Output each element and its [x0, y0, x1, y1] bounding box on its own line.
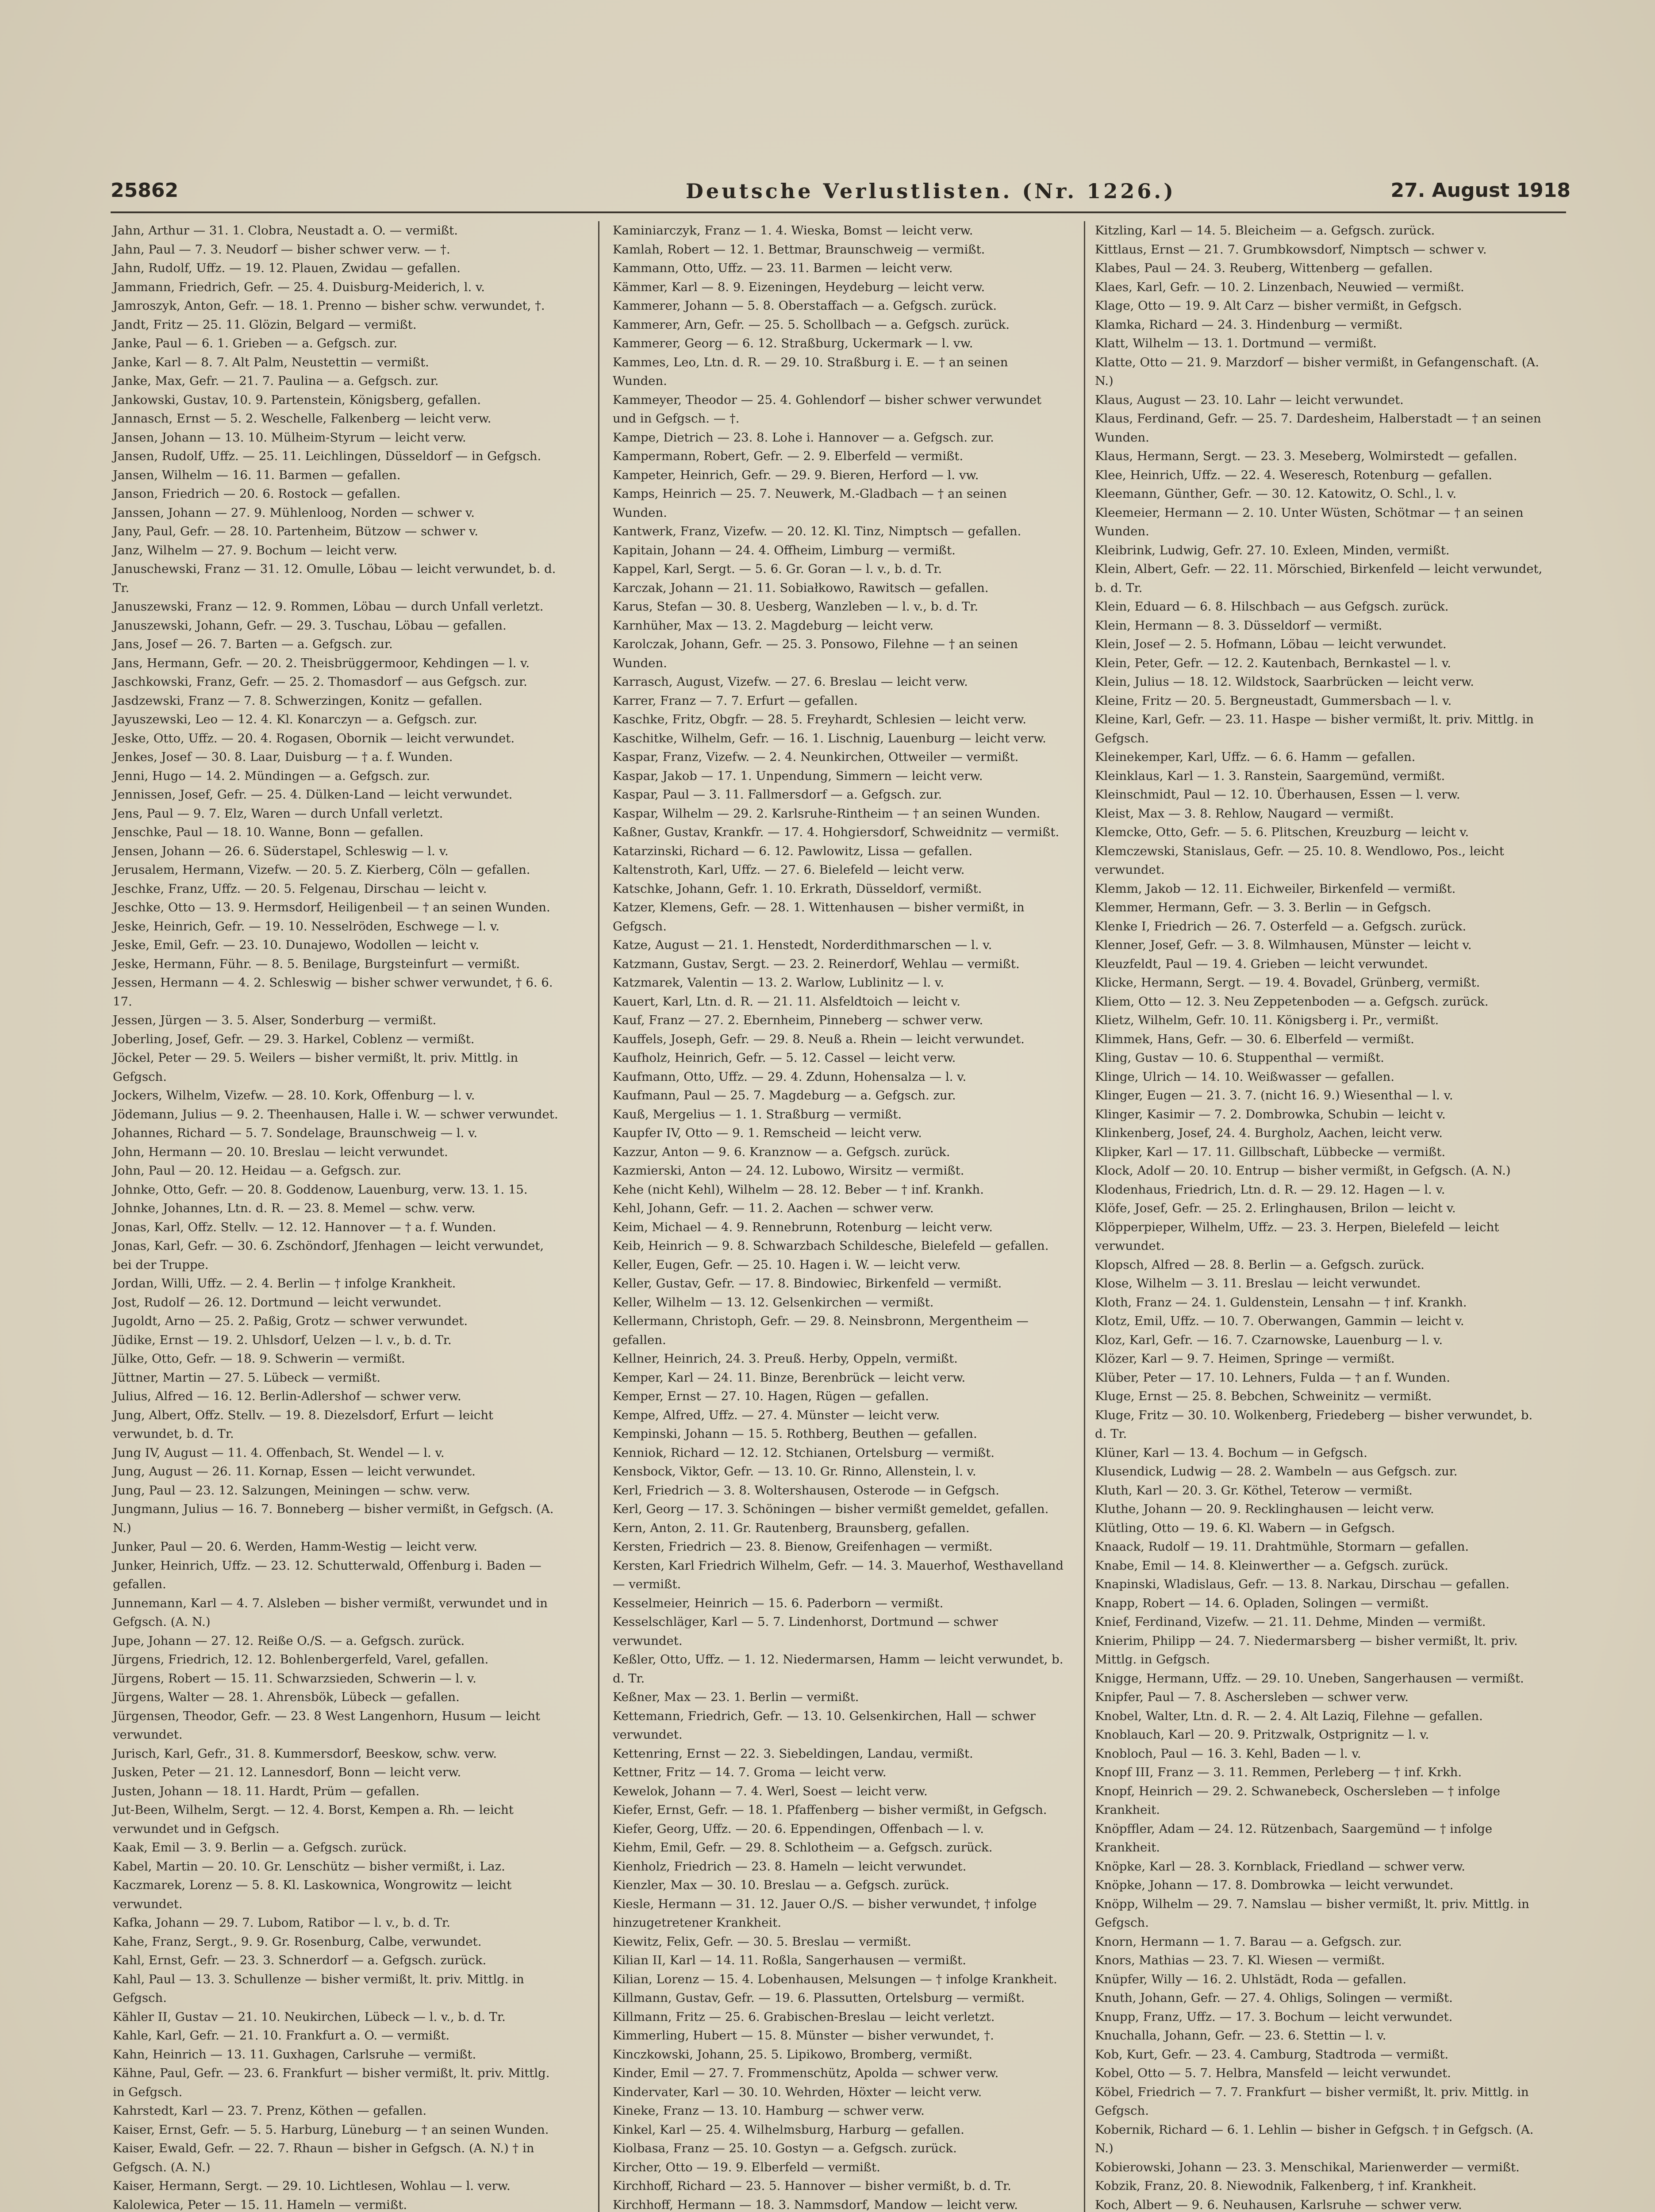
list-entry: Klaus, August — 23. 10. Lahr — leicht verwundet. [1095, 392, 1404, 407]
list-entry: Katzmarek, Valentin — 13. 2. Warlow, Lublinitz — l. v. [613, 975, 945, 990]
list-entry: Keßler, Otto, Uffz. — 1. 12. Niedermarsen, Hamm — leicht verwundet, b. d. Tr. [613, 1652, 1067, 1686]
list-entry: Kaiser, Hermann, Sergt. — 29. 10. Lichtlesen, Wohlau — l. verw. [113, 2179, 511, 2193]
list-entry: Janson, Friedrich — 20. 6. Rostock — gefallen. [113, 487, 401, 501]
list-entry: Jockers, Wilhelm, Vizefw. — 28. 10. Kork, Offenburg — l. v. [113, 1088, 475, 1102]
list-entry: Jennissen, Josef, Gefr. — 25. 4. Dülken-Land — leicht verwundet. [113, 787, 513, 802]
list-entry: Keller, Wilhelm — 13. 12. Gelsenkirchen — vermißt. [613, 1295, 934, 1310]
list-entry: Kantwerk, Franz, Vizefw. — 20. 12. Kl. Tinz, Nimptsch — gefallen. [613, 524, 1021, 538]
list-entry: Karolczak, Johann, Gefr. — 25. 3. Ponsowo, Filehne — † an seinen Wunden. [613, 637, 1022, 670]
list-entry: Kindervater, Karl — 30. 10. Wehrden, Höxter — leicht verw. [613, 2085, 982, 2099]
list-entry: Kappel, Karl, Sergt. — 5. 6. Gr. Goran — l. v., b. d. Tr. [613, 562, 942, 576]
list-entry: Jung, Paul — 23. 12. Salzungen, Meiningen — schw. verw. [113, 1483, 470, 1498]
list-entry: Klüber, Peter — 17. 10. Lehners, Fulda — † an f. Wunden. [1095, 1370, 1450, 1385]
list-entry: Klamka, Richard — 24. 3. Hindenburg — vermißt. [1095, 317, 1403, 332]
list-entry: Kaufmann, Paul — 25. 7. Magdeburg — a. Gefgsch. zur. [613, 1088, 956, 1102]
list-entry: Jupe, Johann — 27. 12. Reiße O./S. — a. Gefgsch. zurück. [113, 1633, 465, 1648]
list-entry: Kaiser, Ernst, Gefr. — 5. 5. Harburg, Lüneburg — † an seinen Wunden. [113, 2122, 549, 2137]
list-entry: Klaus, Ferdinand, Gefr. — 25. 7. Dardesheim, Halberstadt — † an seinen Wunden. [1095, 411, 1545, 445]
list-entry: Kluthe, Johann — 20. 9. Recklinghausen — leicht verw. [1095, 1502, 1434, 1516]
list-entry: Kilian, Lorenz — 15. 4. Lobenhausen, Melsungen — † infolge Krankheit. [613, 1972, 1057, 1986]
list-entry: Kammann, Otto, Uffz. — 23. 11. Barmen — leicht verw. [613, 261, 953, 275]
list-entry: Jöckel, Peter — 29. 5. Weilers — bisher vermißt, lt. priv. Mittlg. in Gefgsch. [113, 1051, 522, 1084]
list-entry: Karus, Stefan — 30. 8. Uesberg, Wanzleben — l. v., b. d. Tr. [613, 599, 979, 614]
column-separator-2 [1084, 221, 1085, 2212]
list-entry: Klüner, Karl — 13. 4. Bochum — in Gefgsch. [1095, 1445, 1367, 1460]
list-entry: Knobloch, Paul — 16. 3. Kehl, Baden — l. v. [1095, 1746, 1361, 1761]
list-entry: Jasdzewski, Franz — 7. 8. Schwerzingen, Konitz — gefallen. [113, 693, 483, 708]
list-entry: Kapitain, Johann — 24. 4. Offheim, Limburg — vermißt. [613, 543, 956, 557]
list-entry: Kobel, Otto — 5. 7. Helbra, Mansfeld — leicht verwundet. [1095, 2066, 1451, 2080]
list-entry: Kleine, Fritz — 20. 5. Bergneustadt, Gummersbach — l. v. [1095, 693, 1452, 708]
list-entry: Kähler II, Gustav — 21. 10. Neukirchen, Lübeck — l. v., b. d. Tr. [113, 2009, 506, 2024]
list-entry: Knöpke, Johann — 17. 8. Dombrowka — leicht verwundet. [1095, 1878, 1454, 1892]
list-entry: Knabe, Emil — 14. 8. Kleinwerther — a. Gefgsch. zurück. [1095, 1558, 1448, 1573]
list-entry: Klinge, Ulrich — 14. 10. Weißwasser — gefallen. [1095, 1069, 1394, 1084]
list-entry: Knief, Ferdinand, Vizefw. — 21. 11. Dehme, Minden — vermißt. [1095, 1615, 1486, 1629]
list-entry: Keib, Heinrich — 9. 8. Schwarzbach Schildesche, Bielefeld — gefallen. [613, 1239, 1049, 1253]
list-entry: Kamlah, Robert — 12. 1. Bettmar, Braunschweig — vermißt. [613, 242, 985, 257]
list-entry: Kaschitke, Wilhelm, Gefr. — 16. 1. Lischnig, Lauenburg — leicht verw. [613, 731, 1046, 745]
list-entry: Kamps, Heinrich — 25. 7. Neuwerk, M.-Gladbach — † an seinen Wunden. [613, 487, 1011, 520]
list-entry: Kaschke, Fritz, Obgfr. — 28. 5. Freyhardt, Schlesien — leicht verw. [613, 712, 1026, 726]
list-entry: Jüttner, Martin — 27. 5. Lübeck — vermißt. [113, 1370, 381, 1385]
list-entry: Kinczkowski, Johann, 25. 5. Lipikowo, Bromberg, vermißt. [613, 2047, 973, 2062]
list-entry: Jansen, Rudolf, Uffz. — 25. 11. Leichlingen, Düsseldorf — in Gefgsch. [113, 449, 541, 463]
list-entry: Kampe, Dietrich — 23. 8. Lohe i. Hannover — a. Gefgsch. zur. [613, 430, 994, 445]
list-entry: Klöpperpieper, Wilhelm, Uffz. — 23. 3. Herpen, Bielefeld — leicht verwundet. [1095, 1220, 1503, 1253]
list-entry: John, Hermann — 20. 10. Breslau — leicht verwundet. [113, 1144, 448, 1159]
list-entry: Knapinski, Wladislaus, Gefr. — 13. 8. Narkau, Dirschau — gefallen. [1095, 1577, 1509, 1591]
list-entry: Kleist, Max — 3. 8. Rehlow, Naugard — vermißt. [1095, 806, 1394, 821]
list-entry: Kauß, Mergelius — 1. 1. Straßburg — vermißt. [613, 1107, 902, 1121]
list-entry: Jeske, Heinrich, Gefr. — 19. 10. Nesselröden, Eschwege — l. v. [113, 919, 500, 933]
list-entry: Kaßner, Gustav, Krankfr. — 17. 4. Hohgiersdorf, Schweidnitz — vermißt. [613, 825, 1060, 839]
list-entry: Kaspar, Franz, Vizefw. — 2. 4. Neunkirchen, Ottweiler — vermißt. [613, 750, 1019, 764]
list-entry: Kammeyer, Theodor — 25. 4. Gohlendorf — bisher schwer verwundet und in Gefgsch. — †. [613, 392, 1045, 426]
list-entry: Kleuzfeldt, Paul — 19. 4. Grieben — leicht verwundet. [1095, 956, 1428, 971]
list-entry: Kettenring, Ernst — 22. 3. Siebeldingen, Landau, vermißt. [613, 1746, 973, 1761]
list-entry: Knopf III, Franz — 3. 11. Remmen, Perleberg — † inf. Krkh. [1095, 1765, 1462, 1779]
column-1 [113, 221, 564, 2212]
list-entry: Knüpfer, Willy — 16. 2. Uhlstädt, Roda — gefallen. [1095, 1972, 1407, 1986]
list-entry: Kemper, Ernst — 27. 10. Hagen, Rügen — gefallen. [613, 1389, 929, 1403]
list-entry: Klein, Eduard — 6. 8. Hilschbach — aus Gefgsch. zurück. [1095, 599, 1449, 614]
list-entry: Kersten, Friedrich — 23. 8. Bienow, Greifenhagen — vermißt. [613, 1540, 993, 1554]
list-entry: Joberling, Josef, Gefr. — 29. 3. Harkel, Coblenz — vermißt. [113, 1032, 475, 1046]
list-entry: Klietz, Wilhelm, Gefr. 10. 11. Königsberg i. Pr., vermißt. [1095, 1013, 1439, 1027]
list-entry: Jürgens, Robert — 15. 11. Schwarzsieden, Schwerin — l. v. [113, 1671, 476, 1686]
list-entry: Kobzik, Franz, 20. 8. Niewodnik, Falkenberg, † inf. Krankheit. [1095, 2179, 1477, 2193]
publication-title: Deutsche Verlustlisten. (Nr. 1226.) [686, 179, 1176, 203]
list-entry: Janke, Karl — 8. 7. Alt Palm, Neustettin — vermißt. [113, 355, 429, 369]
list-entry: Kleine, Karl, Gefr. — 23. 11. Haspe — bisher vermißt, lt. priv. Mittlg. in Gefgsch. [1095, 712, 1538, 745]
list-entry: Klotz, Emil, Uffz. — 10. 7. Oberwangen, Gammin — leicht v. [1095, 1314, 1464, 1328]
list-entry: Klatt, Wilhelm — 13. 1. Dortmund — vermißt. [1095, 336, 1377, 350]
list-entry: Jüdike, Ernst — 19. 2. Uhlsdorf, Uelzen — l. v., b. d. Tr. [113, 1333, 452, 1347]
list-entry: Karnhüher, Max — 13. 2. Magdeburg — leicht verw. [613, 618, 934, 633]
list-entry: Kersten, Karl Friedrich Wilhelm, Gefr. — 14. 3. Mauerhof, Westhavelland — vermißt. [613, 1558, 1067, 1591]
list-entry: Kloz, Karl, Gefr. — 16. 7. Czarnowske, Lauenburg — l. v. [1095, 1333, 1443, 1347]
list-entry: Jung, August — 26. 11. Kornap, Essen — leicht verwundet. [113, 1464, 476, 1479]
list-entry: Kiewitz, Felix, Gefr. — 30. 5. Breslau — vermißt. [613, 1934, 911, 1949]
list-entry: Klein, Julius — 18. 12. Wildstock, Saarbrücken — leicht verw. [1095, 675, 1474, 689]
list-entry: Katzmann, Gustav, Sergt. — 23. 2. Reinerdorf, Wehlau — vermißt. [613, 956, 1020, 971]
list-entry: Jenni, Hugo — 14. 2. Mündingen — a. Gefgsch. zur. [113, 768, 430, 783]
list-entry: Killmann, Fritz — 25. 6. Grabischen-Breslau — leicht verletzt. [613, 2009, 995, 2024]
list-entry: Kauffels, Joseph, Gefr. — 29. 8. Neuß a. Rhein — leicht verwundet. [613, 1032, 1025, 1046]
list-entry: Kineke, Franz — 13. 10. Hamburg — schwer verw. [613, 2104, 925, 2118]
list-entry: Jansen, Johann — 13. 10. Mülheim-Styrum — leicht verw. [113, 430, 466, 445]
list-entry: Killmann, Gustav, Gefr. — 19. 6. Plassutten, Ortelsburg — vermißt. [613, 1991, 1025, 2005]
list-entry: Jahn, Paul — 7. 3. Neudorf — bisher schwer verw. — †. [113, 242, 450, 257]
list-entry: Klopsch, Alfred — 28. 8. Berlin — a. Gefgsch. zurück. [1095, 1257, 1425, 1272]
list-entry: Keßner, Max — 23. 1. Berlin — vermißt. [613, 1690, 859, 1704]
list-entry: Kalolewica, Peter — 15. 11. Hameln — vermißt. [113, 2197, 407, 2212]
list-entry: Kaufmann, Otto, Uffz. — 29. 4. Zdunn, Hohensalza — l. v. [613, 1069, 967, 1084]
list-entry: Kobernik, Richard — 6. 1. Lehlin — bisher in Gefgsch. † in Gefgsch. (A. N.) [1095, 2122, 1538, 2155]
list-entry: Kirchhoff, Hermann — 18. 3. Nammsdorf, Mandow — leicht verw. [613, 2197, 1018, 2212]
list-entry: Jusken, Peter — 21. 12. Lannesdorf, Bonn — leicht verw. [113, 1765, 461, 1779]
list-entry: Jenschke, Paul — 18. 10. Wanne, Bonn — gefallen. [113, 825, 424, 839]
list-entry: Kimmerling, Hubert — 15. 8. Münster — bisher verwundet, †. [613, 2028, 994, 2043]
list-entry: Jahn, Arthur — 31. 1. Clobra, Neustadt a. O. — vermißt. [113, 223, 458, 238]
list-entry: Köbel, Friedrich — 7. 7. Frankfurt — bisher vermißt, lt. priv. Mittlg. in Gefgsch. [1095, 2085, 1533, 2118]
list-entry: Knöpke, Karl — 28. 3. Kornblack, Friedland — schwer verw. [1095, 1859, 1466, 1874]
list-entry: Knupp, Franz, Uffz. — 17. 3. Bochum — leicht verwundet. [1095, 2009, 1453, 2024]
list-entry: Janke, Max, Gefr. — 21. 7. Paulina — a. Gefgsch. zur. [113, 374, 439, 388]
list-entry: Koch, Albert — 9. 6. Neuhausen, Karlsruhe — schwer verw. [1095, 2197, 1462, 2212]
list-entry: Kesselschläger, Karl — 5. 7. Lindenhorst, Dortmund — schwer verwundet. [613, 1615, 1002, 1648]
column-separator-1 [598, 221, 599, 2212]
list-entry: Junker, Paul — 20. 6. Werden, Hamm-Westig — leicht verw. [113, 1540, 478, 1554]
list-entry: Kettemann, Friedrich, Gefr. — 13. 10. Gelsenkirchen, Hall — schwer verwundet. [613, 1709, 1040, 1742]
list-entry: Jürgensen, Theodor, Gefr. — 23. 8 West Langenhorn, Husum — leicht verwundet. [113, 1709, 544, 1742]
list-entry: Kliem, Otto — 12. 3. Neu Zeppetenboden — a. Gefgsch. zurück. [1095, 994, 1489, 1009]
list-entry: Kirchhoff, Richard — 23. 5. Hannover — bisher vermißt, b. d. Tr. [613, 2179, 1011, 2193]
list-entry: Jonas, Karl, Gefr. — 30. 6. Zschöndorf, Jfenhagen — leicht verwundet, bei der Truppe. [113, 1239, 548, 1272]
list-entry: Kiefer, Ernst, Gefr. — 18. 1. Pfaffenberg — bisher vermißt, in Gefgsch. [613, 1803, 1047, 1817]
list-entry: Jeschke, Otto — 13. 9. Hermsdorf, Heiligenbeil — † an seinen Wunden. [113, 900, 550, 914]
list-entry: Kampermann, Robert, Gefr. — 2. 9. Elberfeld — vermißt. [613, 449, 964, 463]
list-entry: Kob, Kurt, Gefr. — 23. 4. Camburg, Stadtroda — vermißt. [1095, 2047, 1449, 2062]
list-entry: Klözer, Karl — 9. 7. Heimen, Springe — vermißt. [1095, 1352, 1395, 1366]
list-entry: Jany, Paul, Gefr. — 28. 10. Partenheim, Bützow — schwer v. [113, 524, 479, 538]
list-entry: Kaiser, Ewald, Gefr. — 22. 7. Rhaun — bisher in Gefgsch. (A. N.) † in Gefgsch. (A. N.) [113, 2141, 538, 2174]
list-entry: Kewelok, Johann — 7. 4. Werl, Soest — leicht verw. [613, 1784, 928, 1798]
list-entry: Kleinekemper, Karl, Uffz. — 6. 6. Hamm — gefallen. [1095, 750, 1416, 764]
list-entry: Katarzinski, Richard — 6. 12. Pawlowitz, Lissa — gefallen. [613, 844, 973, 858]
list-entry: Junker, Heinrich, Uffz. — 23. 12. Schutterwald, Offenburg i. Baden — gefallen. [113, 1558, 545, 1591]
list-entry: Klinger, Kasimir — 7. 2. Dombrowka, Schubin — leicht v. [1095, 1107, 1446, 1121]
list-entry: Jung, Albert, Offz. Stellv. — 19. 8. Diezelsdorf, Erfurt — leicht verwundet, b. d. Tr. [113, 1408, 497, 1441]
list-entry: Knapp, Robert — 14. 6. Opladen, Solingen — vermißt. [1095, 1596, 1429, 1610]
list-entry: Janssen, Johann — 27. 9. Mühlenloog, Norden — schwer v. [113, 505, 475, 520]
list-entry: Kluge, Fritz — 30. 10. Wolkenberg, Friedeberg — bisher verwundet, b. d. Tr. [1095, 1408, 1537, 1441]
list-entry: Kesselmeier, Heinrich — 15. 6. Paderborn — vermißt. [613, 1596, 944, 1610]
list-entry: Jenkes, Josef — 30. 8. Laar, Duisburg — † a. f. Wunden. [113, 750, 453, 764]
list-entry: Klein, Josef — 2. 5. Hofmann, Löbau — leicht verwundet. [1095, 637, 1447, 651]
list-entry: Klage, Otto — 19. 9. Alt Carz — bisher vermißt, in Gefgsch. [1095, 299, 1462, 313]
list-entry: Jeske, Hermann, Führ. — 8. 5. Benilage, Burgsteinfurt — vermißt. [113, 956, 520, 971]
list-entry: Klenke I, Friedrich — 26. 7. Osterfeld — a. Gefgsch. zurück. [1095, 919, 1467, 933]
list-entry: Kleemeier, Hermann — 2. 10. Unter Wüsten, Schötmar — † an seinen Wunden. [1095, 505, 1528, 538]
list-entry: Jansen, Wilhelm — 16. 11. Barmen — gefallen. [113, 468, 401, 482]
list-entry: Klemmer, Hermann, Gefr. — 3. 3. Berlin — in Gefgsch. [1095, 900, 1431, 914]
list-entry: Kenniok, Richard — 12. 12. Stchianen, Ortelsburg — vermißt. [613, 1445, 995, 1460]
list-entry: Klöfe, Josef, Gefr. — 25. 2. Erlinghausen, Brilon — leicht v. [1095, 1201, 1456, 1215]
list-entry: Kircher, Otto — 19. 9. Elberfeld — vermißt. [613, 2160, 880, 2174]
list-entry: Jut-Been, Wilhelm, Sergt. — 12. 4. Borst, Kempen a. Rh. — leicht verwundet und in Gefgsch. [113, 1803, 518, 1836]
list-entry: Kiehm, Emil, Gefr. — 29. 8. Schlotheim — a. Gefgsch. zurück. [613, 1840, 993, 1855]
list-entry: Klaes, Karl, Gefr. — 10. 2. Linzenbach, Neuwied — vermißt. [1095, 280, 1464, 294]
list-entry: Knors, Mathias — 23. 7. Kl. Wiesen — vermißt. [1095, 1953, 1385, 1967]
list-entry: Jonas, Karl, Offz. Stellv. — 12. 12. Hannover — † a. f. Wunden. [113, 1220, 496, 1234]
list-entry: Kahe, Franz, Sergt., 9. 9. Gr. Rosenburg, Calbe, verwundet. [113, 1934, 482, 1949]
list-entry: Jessen, Jürgen — 3. 5. Alser, Sonderburg — vermißt. [113, 1013, 437, 1027]
list-entry: Kinder, Emil — 27. 7. Frommenschütz, Apolda — schwer verw. [613, 2066, 999, 2080]
list-entry: Jens, Paul — 9. 7. Elz, Waren — durch Unfall verletzt. [113, 806, 443, 821]
list-entry: Kahrstedt, Karl — 23. 7. Prenz, Köthen — gefallen. [113, 2104, 427, 2118]
list-entry: Kazzur, Anton — 9. 6. Kranznow — a. Gefgsch. zurück. [613, 1144, 950, 1159]
list-entry: Jaschkowski, Franz, Gefr. — 25. 2. Thomasdorf — aus Gefgsch. zur. [113, 675, 527, 689]
list-entry: Klemcke, Otto, Gefr. — 5. 6. Plitschen, Kreuzburg — leicht v. [1095, 825, 1469, 839]
list-entry: Jost, Rudolf — 26. 12. Dortmund — leicht verwundet. [113, 1295, 442, 1310]
list-entry: Knoblauch, Karl — 20. 9. Pritzwalk, Ostprignitz — l. v. [1095, 1728, 1429, 1742]
list-entry: Junnemann, Karl — 4. 7. Alsleben — bisher vermißt, verwundet und in Gefgsch. (A. N.) [113, 1596, 552, 1629]
list-entry: Kehe (nicht Kehl), Wilhelm — 28. 12. Beber — † inf. Krankh. [613, 1182, 984, 1197]
list-entry: Jordan, Willi, Uffz. — 2. 4. Berlin — † infolge Krankheit. [113, 1276, 456, 1290]
list-entry: Kleemann, Günther, Gefr. — 30. 12. Katowitz, O. Schl., l. v. [1095, 487, 1457, 501]
list-entry: Klimmek, Hans, Gefr. — 30. 6. Elberfeld — vermißt. [1095, 1032, 1414, 1046]
list-entry: Jödemann, Julius — 9. 2. Theenhausen, Halle i. W. — schwer verwundet. [113, 1107, 558, 1121]
page-header [111, 179, 1571, 210]
page-number: 25862 [111, 179, 179, 202]
list-entry: Klein, Hermann — 8. 3. Düsseldorf — vermißt. [1095, 618, 1382, 633]
list-entry: Janke, Paul — 6. 1. Grieben — a. Gefgsch. zur. [113, 336, 398, 350]
list-entry: Kiesle, Hermann — 31. 12. Jauer O./S. — bisher verwundet, † infolge hinzugetretener Krankheit. [613, 1897, 1041, 1930]
list-entry: Kloth, Franz — 24. 1. Guldenstein, Lensahn — † inf. Krankh. [1095, 1295, 1467, 1310]
list-entry: Knuchalla, Johann, Gefr. — 23. 6. Stettin — l. v. [1095, 2028, 1386, 2043]
list-entry: Kerl, Friedrich — 3. 8. Woltershausen, Osterode — in Gefgsch. [613, 1483, 999, 1498]
list-entry: Knierim, Philipp — 24. 7. Niedermarsberg — bisher vermißt, lt. priv. Mittlg. in Gefgsch. [1095, 1633, 1522, 1667]
list-entry: Katzer, Klemens, Gefr. — 28. 1. Wittenhausen — bisher vermißt, in Gefgsch. [613, 900, 1029, 933]
list-entry: Katze, August — 21. 1. Henstedt, Norderdithmarschen — l. v. [613, 938, 992, 952]
list-entry: Jans, Josef — 26. 7. Barten — a. Gefgsch. zur. [113, 637, 393, 651]
list-entry: Januschewski, Franz — 31. 12. Omulle, Löbau — leicht verwundet, b. d. Tr. [113, 562, 560, 595]
list-entry: Kling, Gustav — 10. 6. Stuppenthal — vermißt. [1095, 1051, 1384, 1065]
list-entry: Klodenhaus, Friedrich, Ltn. d. R. — 29. 12. Hagen — l. v. [1095, 1182, 1445, 1197]
list-entry: Kehl, Johann, Gefr. — 11. 2. Aachen — schwer verw. [613, 1201, 934, 1215]
list-entry: Kahl, Paul — 13. 3. Schullenze — bisher vermißt, lt. priv. Mittlg. in Gefgsch. [113, 1972, 528, 2005]
list-entry: Kilian II, Karl — 14. 11. Roßla, Sangerhausen — vermißt. [613, 1953, 966, 1967]
list-entry: Janz, Wilhelm — 27. 9. Bochum — leicht verw. [113, 543, 398, 557]
list-entry: Kauert, Karl, Ltn. d. R. — 21. 11. Alsfeldtoich — leicht v. [613, 994, 960, 1009]
list-entry: Kellermann, Christoph, Gefr. — 29. 8. Neinsbronn, Mergentheim — gefallen. [613, 1314, 1033, 1347]
list-entry: Jeske, Emil, Gefr. — 23. 10. Dunajewo, Wodollen — leicht v. [113, 938, 479, 952]
list-entry: Kleinklaus, Karl — 1. 3. Ranstein, Saargemünd, vermißt. [1095, 768, 1445, 783]
list-entry: Jahn, Rudolf, Uffz. — 19. 12. Plauen, Zwidau — gefallen. [113, 261, 461, 275]
list-entry: Kienholz, Friedrich — 23. 8. Hameln — leicht verwundet. [613, 1859, 967, 1874]
list-entry: Kittlaus, Ernst — 21. 7. Grumbkowsdorf, Nimptsch — schwer v. [1095, 242, 1487, 257]
list-entry: Jensen, Johann — 26. 6. Süderstapel, Schleswig — l. v. [113, 844, 449, 858]
list-entry: Klenner, Josef, Gefr. — 3. 8. Wilmhausen, Münster — leicht v. [1095, 938, 1472, 952]
list-entry: Kern, Anton, 2. 11. Gr. Rautenberg, Braunsberg, gefallen. [613, 1521, 970, 1535]
list-entry: Klinkenberg, Josef, 24. 4. Burgholz, Aachen, leicht verw. [1095, 1126, 1443, 1140]
list-entry: Kettner, Fritz — 14. 7. Groma — leicht verw. [613, 1765, 887, 1779]
list-entry: Januszewski, Franz — 12. 9. Rommen, Löbau — durch Unfall verletzt. [113, 599, 544, 614]
list-entry: Kinkel, Karl — 25. 4. Wilhelmsburg, Harburg — gefallen. [613, 2122, 964, 2137]
list-entry: Jürgens, Friedrich, 12. 12. Bohlenbergerfeld, Varel, gefallen. [113, 1652, 489, 1667]
list-entry: Kaspar, Wilhelm — 29. 2. Karlsruhe-Rintheim — † an seinen Wunden. [613, 806, 1041, 821]
list-entry: Klipker, Karl — 17. 11. Gillbschaft, Lübbecke — vermißt. [1095, 1144, 1446, 1159]
list-entry: Knöpffler, Adam — 24. 12. Rützenbach, Saargemünd — † infolge Krankheit. [1095, 1821, 1496, 1855]
list-entry: Karrasch, August, Vizefw. — 27. 6. Breslau — leicht verw. [613, 675, 968, 689]
list-entry: Kluth, Karl — 20. 3. Gr. Köthel, Teterow — vermißt. [1095, 1483, 1413, 1498]
list-entry: Kahl, Ernst, Gefr. — 23. 3. Schnerdorf — a. Gefgsch. zurück. [113, 1953, 487, 1967]
list-entry: Kämmer, Karl — 8. 9. Eizeningen, Heydeburg — leicht verw. [613, 280, 985, 294]
list-entry: Klütling, Otto — 19. 6. Kl. Wabern — in Gefgsch. [1095, 1521, 1395, 1535]
list-entry: Kahle, Karl, Gefr. — 21. 10. Frankfurt a. O. — vermißt. [113, 2028, 450, 2043]
list-entry: Klaus, Hermann, Sergt. — 23. 3. Meseberg, Wolmirstedt — gefallen. [1095, 449, 1517, 463]
list-entry: Karrer, Franz — 7. 7. Erfurt — gefallen. [613, 693, 858, 708]
list-entry: Knuth, Johann, Gefr. — 27. 4. Ohligs, Solingen — vermißt. [1095, 1991, 1453, 2005]
list-entry: Klemm, Jakob — 12. 11. Eichweiler, Birkenfeld — vermißt. [1095, 881, 1456, 896]
list-entry: Kobierowski, Johann — 23. 3. Menschikal, Marienwerder — vermißt. [1095, 2160, 1520, 2174]
list-entry: Jürgens, Walter — 28. 1. Ahrensbök, Lübeck — gefallen. [113, 1690, 460, 1704]
list-entry: Jerusalem, Hermann, Vizefw. — 20. 5. Z. Kierberg, Cöln — gefallen. [113, 863, 530, 877]
list-entry: Kempe, Alfred, Uffz. — 27. 4. Münster — leicht verw. [613, 1408, 940, 1422]
list-entry: Kaufholz, Heinrich, Gefr. — 5. 12. Cassel — leicht verw. [613, 1051, 956, 1065]
header-rule [111, 211, 1566, 213]
list-entry: Kaltenstroth, Karl, Uffz. — 27. 6. Bielefeld — leicht verw. [613, 863, 965, 877]
list-entry: Kaupfer IV, Otto — 9. 1. Remscheid — leicht verw. [613, 1126, 922, 1140]
list-entry: Kerl, Georg — 17. 3. Schöningen — bisher vermißt gemeldet, gefallen. [613, 1502, 1049, 1516]
list-entry: Klatte, Otto — 21. 9. Marzdorf — bisher vermißt, in Gefangenschaft. (A. N.) [1095, 355, 1543, 388]
list-entry: Kellner, Heinrich, 24. 3. Preuß. Herby, Oppeln, vermißt. [613, 1352, 958, 1366]
list-entry: Kaspar, Paul — 3. 11. Fallmersdorf — a. Gefgsch. zur. [613, 787, 942, 802]
list-entry: Klee, Heinrich, Uffz. — 22. 4. Weseresch, Rotenburg — gefallen. [1095, 468, 1492, 482]
list-entry: Jung IV, August — 11. 4. Offenbach, St. Wendel — l. v. [113, 1445, 445, 1460]
list-entry: Kiefer, Georg, Uffz. — 20. 6. Eppendingen, Offenbach — l. v. [613, 1821, 984, 1836]
list-entry: Kahn, Heinrich — 13. 11. Guxhagen, Carlsruhe — vermißt. [113, 2047, 476, 2062]
list-entry: Klein, Albert, Gefr. — 22. 11. Mörschied, Birkenfeld — leicht verwundet, b. d. Tr. [1095, 562, 1547, 595]
list-entry: Keim, Michael — 4. 9. Rennebrunn, Rotenburg — leicht verw. [613, 1220, 993, 1234]
list-entry: Januszewski, Johann, Gefr. — 29. 3. Tuschau, Löbau — gefallen. [113, 618, 507, 633]
list-entry: Knöpp, Wilhelm — 29. 7. Namslau — bisher vermißt, lt. priv. Mittlg. in Gefgsch. [1095, 1897, 1533, 1930]
list-entry: Klose, Wilhelm — 3. 11. Breslau — leicht verwundet. [1095, 1276, 1421, 1290]
list-entry: Jurisch, Karl, Gefr., 31. 8. Kummersdorf, Beeskow, schw. verw. [113, 1746, 497, 1761]
list-entry: Keller, Eugen, Gefr. — 25. 10. Hagen i. W. — leicht verw. [613, 1257, 961, 1272]
list-entry: Kitzling, Karl — 14. 5. Bleicheim — a. Gefgsch. zurück. [1095, 223, 1435, 238]
list-entry: Jülke, Otto, Gefr. — 18. 9. Schwerin — vermißt. [113, 1352, 405, 1366]
list-entry: Klusendick, Ludwig — 28. 2. Wambeln — aus Gefgsch. zur. [1095, 1464, 1458, 1479]
list-entry: Klinger, Eugen — 21. 3. 7. (nicht 16. 9.) Wiesenthal — l. v. [1095, 1088, 1453, 1102]
list-entry: Knaack, Rudolf — 19. 11. Drahtmühle, Stormarn — gefallen. [1095, 1540, 1469, 1554]
list-entry: Jannasch, Ernst — 5. 2. Weschelle, Falkenberg — leicht verw. [113, 411, 492, 426]
list-entry: Knigge, Hermann, Uffz. — 29. 10. Uneben, Sangerhausen — vermißt. [1095, 1671, 1524, 1686]
list-entry: Klemczewski, Stanislaus, Gefr. — 25. 10. 8. Wendlowo, Pos., leicht verwundet. [1095, 844, 1508, 877]
list-entry: Kafka, Johann — 29. 7. Lubom, Ratibor — l. v., b. d. Tr. [113, 1916, 450, 1930]
list-entry: Jeschke, Franz, Uffz. — 20. 5. Felgenau, Dirschau — leicht v. [113, 881, 487, 896]
list-entry: Kaspar, Jakob — 17. 1. Unpendung, Simmern — leicht verw. [613, 768, 983, 783]
list-entry: Kammerer, Johann — 5. 8. Oberstaffach — a. Gefgsch. zurück. [613, 299, 997, 313]
list-entry: Knobel, Walter, Ltn. d. R. — 2. 4. Alt Laziq, Filehne — gefallen. [1095, 1709, 1483, 1723]
issue-date: 27. August 1918 [1390, 179, 1571, 202]
list-entry: Knopf, Heinrich — 29. 2. Schwanebeck, Oschersleben — † infolge Krankheit. [1095, 1784, 1504, 1817]
list-entry: Kammes, Leo, Ltn. d. R. — 29. 10. Straßburg i. E. — † an seinen Wunden. [613, 355, 1012, 388]
list-entry: Johnke, Johannes, Ltn. d. R. — 23. 8. Memel — schw. verw. [113, 1201, 476, 1215]
list-entry: Jankowski, Gustav, 10. 9. Partenstein, Königsberg, gefallen. [113, 392, 481, 407]
list-entry: Katschke, Johann, Gefr. 1. 10. Erkrath, Düsseldorf, vermißt. [613, 881, 982, 896]
list-entry: Kazmierski, Anton — 24. 12. Lubowo, Wirsitz — vermißt. [613, 1164, 964, 1178]
list-entry: Kähne, Paul, Gefr. — 23. 6. Frankfurt — bisher vermißt, lt. priv. Mittlg. in Gefgsch. [113, 2066, 554, 2099]
list-entry: Kensbock, Viktor, Gefr. — 13. 10. Gr. Rinno, Allenstein, l. v. [613, 1464, 976, 1479]
list-entry: Kemper, Karl — 24. 11. Binze, Berenbrück — leicht verw. [613, 1370, 966, 1385]
list-entry: Kaczmarek, Lorenz — 5. 8. Kl. Laskownica, Wongrowitz — leicht verwundet. [113, 1878, 515, 1911]
list-entry: Kempinski, Johann — 15. 5. Rothberg, Beuthen — gefallen. [613, 1427, 977, 1441]
list-entry: Keller, Gustav, Gefr. — 17. 8. Bindowiec, Birkenfeld — vermißt. [613, 1276, 1002, 1290]
list-entry: Jessen, Hermann — 4. 2. Schleswig — bisher schwer verwundet, † 6. 6. 17. [113, 975, 557, 1009]
list-entry: Klicke, Hermann, Sergt. — 19. 4. Bovadel, Grünberg, vermißt. [1095, 975, 1480, 990]
list-entry: Knipfer, Paul — 7. 8. Aschersleben — schwer verw. [1095, 1690, 1409, 1704]
list-entry: Jugoldt, Arno — 25. 2. Paßig, Grotz — schwer verwundet. [113, 1314, 468, 1328]
list-entry: Kleinschmidt, Paul — 12. 10. Überhausen, Essen — l. verw. [1095, 787, 1460, 802]
list-entry: Karczak, Johann — 21. 11. Sobiałkowo, Rawitsch — gefallen. [613, 580, 989, 595]
list-entry: Klabes, Paul — 24. 3. Reuberg, Wittenberg — gefallen. [1095, 261, 1433, 275]
list-entry: Kiolbasa, Franz — 25. 10. Gostyn — a. Gefgsch. zurück. [613, 2141, 957, 2155]
list-entry: Julius, Alfred — 16. 12. Berlin-Adlershof — schwer verw. [113, 1389, 461, 1403]
list-entry: Kleibrink, Ludwig, Gefr. 27. 10. Exleen, Minden, vermißt. [1095, 543, 1450, 557]
list-entry: Kluge, Ernst — 25. 8. Bebchen, Schweinitz — vermißt. [1095, 1389, 1432, 1403]
list-entry: Jamroszyk, Anton, Gefr. — 18. 1. Prenno — bisher schw. verwundet, †. [113, 299, 545, 313]
list-entry: Kienzler, Max — 30. 10. Breslau — a. Gefgsch. zurück. [613, 1878, 949, 1892]
list-entry: Jungmann, Julius — 16. 7. Bonneberg — bisher vermißt, in Gefgsch. (A. N.) [113, 1502, 558, 1535]
list-entry: Klock, Adolf — 20. 10. Entrup — bisher vermißt, in Gefgsch. (A. N.) [1095, 1164, 1511, 1178]
list-entry: Kammerer, Georg — 6. 12. Straßburg, Uckermark — l. vw. [613, 336, 973, 350]
column-2 [613, 221, 1067, 2212]
list-entry: Justen, Johann — 18. 11. Hardt, Prüm — gefallen. [113, 1784, 420, 1798]
list-entry: Johnke, Otto, Gefr. — 20. 8. Goddenow, Lauenburg, verw. 13. 1. 15. [113, 1182, 528, 1197]
column-3 [1095, 221, 1546, 2212]
list-entry: Jeske, Otto, Uffz. — 20. 4. Rogasen, Obornik — leicht verwundet. [113, 731, 515, 745]
list-entry: Kaminiarczyk, Franz — 1. 4. Wieska, Bomst — leicht verw. [613, 223, 973, 238]
list-entry: Jammann, Friedrich, Gefr. — 25. 4. Duisburg-Meiderich, l. v. [113, 280, 485, 294]
list-entry: Klein, Peter, Gefr. — 12. 2. Kautenbach, Bernkastel — l. v. [1095, 656, 1451, 670]
list-entry: John, Paul — 20. 12. Heidau — a. Gefgsch. zur. [113, 1164, 402, 1178]
list-entry: Johannes, Richard — 5. 7. Sondelage, Braunschweig — l. v. [113, 1126, 478, 1140]
list-entry: Jayuszewski, Leo — 12. 4. Kl. Konarczyn — a. Gefgsch. zur. [113, 712, 477, 726]
list-entry: Kabel, Martin — 20. 10. Gr. Lenschütz — bisher vermißt, i. Laz. [113, 1859, 505, 1874]
list-entry: Knorn, Hermann — 1. 7. Barau — a. Gefgsch. zur. [1095, 1934, 1402, 1949]
list-entry: Jandt, Fritz — 25. 11. Glözin, Belgard — vermißt. [113, 317, 417, 332]
list-entry: Kauf, Franz — 27. 2. Ebernheim, Pinneberg — schwer verw. [613, 1013, 983, 1027]
list-entry: Kammerer, Arn, Gefr. — 25. 5. Schollbach — a. Gefgsch. zurück. [613, 317, 1010, 332]
list-entry: Kaak, Emil — 3. 9. Berlin — a. Gefgsch. zurück. [113, 1840, 407, 1855]
list-entry: Kampeter, Heinrich, Gefr. — 29. 9. Bieren, Herford — l. vw. [613, 468, 979, 482]
list-entry: Jans, Hermann, Gefr. — 20. 2. Theisbrüggermoor, Kehdingen — l. v. [113, 656, 530, 670]
